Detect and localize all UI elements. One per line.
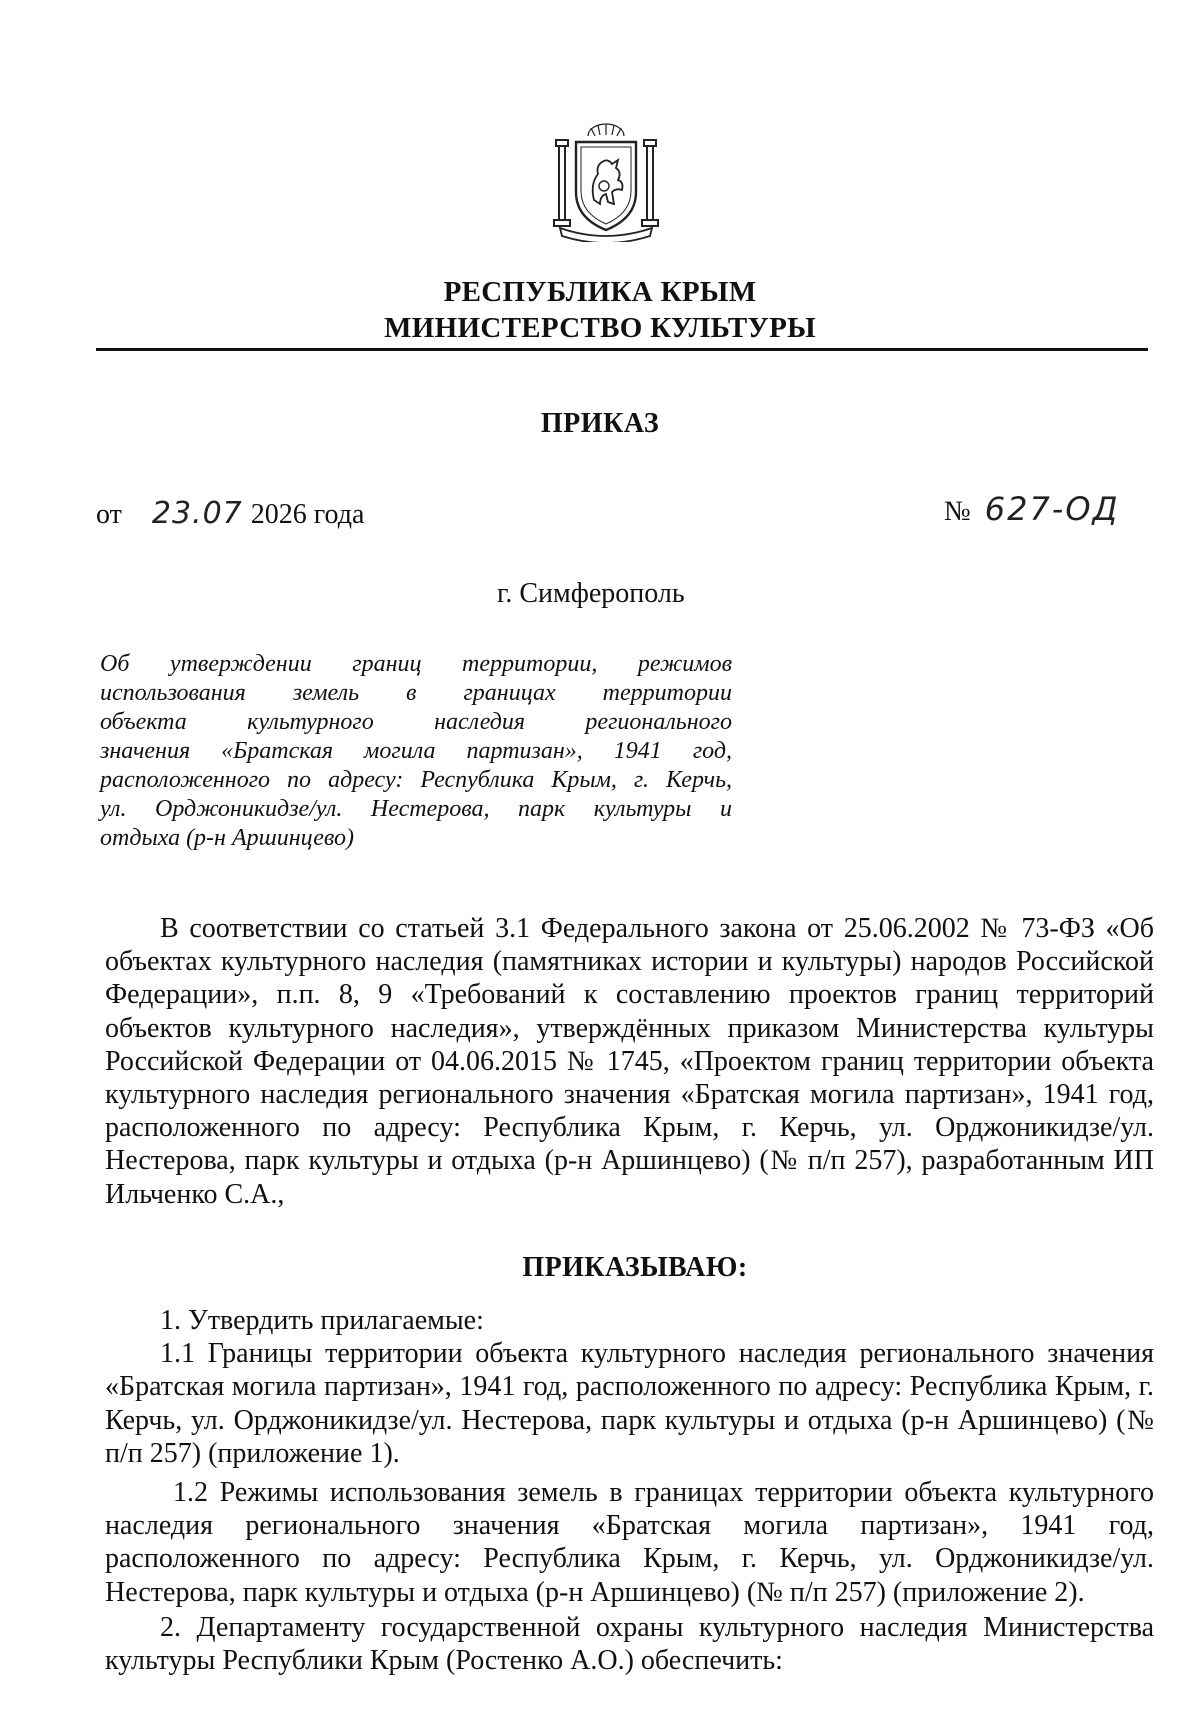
city: г. Симферополь <box>497 578 685 609</box>
item-1-2: 1.2 Режимы использования земель в границах территории объекта культурного наследия регионального значения «Братская могила партизан», 1941 год, расположенного по адресу: Республика Крым, г. Керчь, ул. Орджоникидзе/ул. Нестерова, парк культуры и отдыха (р-н Аршинцево) (№ п/п 257) (приложение 2). <box>105 1477 1154 1608</box>
order-title: ПРИКАЗ <box>540 408 660 439</box>
republic-title: РЕСПУБЛИКА КРЫМ <box>443 276 757 308</box>
subject-line: расположенного по адресу: Республика Крым, г. Керчь, <box>100 767 732 793</box>
ministry-title: МИНИСТЕРСТВО КУЛЬТУРЫ <box>384 312 816 344</box>
number-sign: № <box>944 496 971 527</box>
item-1: 1. Утвердить прилагаемые: <box>160 1305 484 1336</box>
subject-line: использования земель в границах территории <box>100 680 732 706</box>
subject-line: объекта культурного наследия регионального <box>100 709 732 735</box>
subject-line: значения «Братская могила партизан», 1941 год, <box>100 738 732 764</box>
subject-line: Об утверждении границ территории, режимов <box>100 651 732 677</box>
subject-line: отдыха (р-н Аршинцево) <box>100 825 354 851</box>
header-divider <box>96 348 1148 351</box>
order-subject <box>100 650 732 853</box>
order-date <box>96 496 364 531</box>
subject-line: ул. Орджоникидзе/ул. Нестерова, парк культуры и <box>100 796 732 822</box>
date-suffix: 2026 года <box>250 499 365 530</box>
date-handwritten: 23.07 <box>151 496 243 531</box>
item-1-1: 1.1 Границы территории объекта культурного наследия регионального значения «Братская могила партизан», 1941 год, расположенного по адресу: Республика Крым, г. Керчь, ул. Орджоникидзе/ул. Нестерова, парк культуры и отдыха (р-н Аршинцево) (№ п/п 257) (приложение 1). <box>105 1338 1154 1469</box>
item-2: 2. Департаменту государственной охраны культурного наследия Министерства культуры Республики Крым (Ростенко А.О.) обеспечить: <box>105 1611 1154 1677</box>
crimea-coat-of-arms-emblem <box>546 122 666 242</box>
date-prefix: от <box>96 499 122 530</box>
order-items <box>105 1304 1154 1677</box>
order-number <box>944 490 1120 528</box>
order-verb: ПРИКАЗЫВАЮ: <box>522 1252 748 1283</box>
number-handwritten: 627-ОД <box>984 490 1120 528</box>
preamble-paragraph: В соответствии со статьей 3.1 Федерального закона от 25.06.2002 № 73-ФЗ «Об объектах культурного наследия (памятниках истории и культуры) народов Российской Федерации», п.п. 8, 9 «Требований к составлению проектов границ территорий объектов культурного наследия», утверждённых приказом Министерства культуры Российской Федерации от 04.06.2015 № 1745, «Проектом границ территории объекта культурного наследия регионального значения «Братская могила партизан», 1941 год, расположенного по адресу: Республика Крым, г. Керчь, ул. Орджоникидзе/ул. Нестерова, парк культуры и отдыха (р-н Аршинцево) (№ п/п 257), разработанным ИП Ильченко С.А., <box>105 913 1154 1210</box>
